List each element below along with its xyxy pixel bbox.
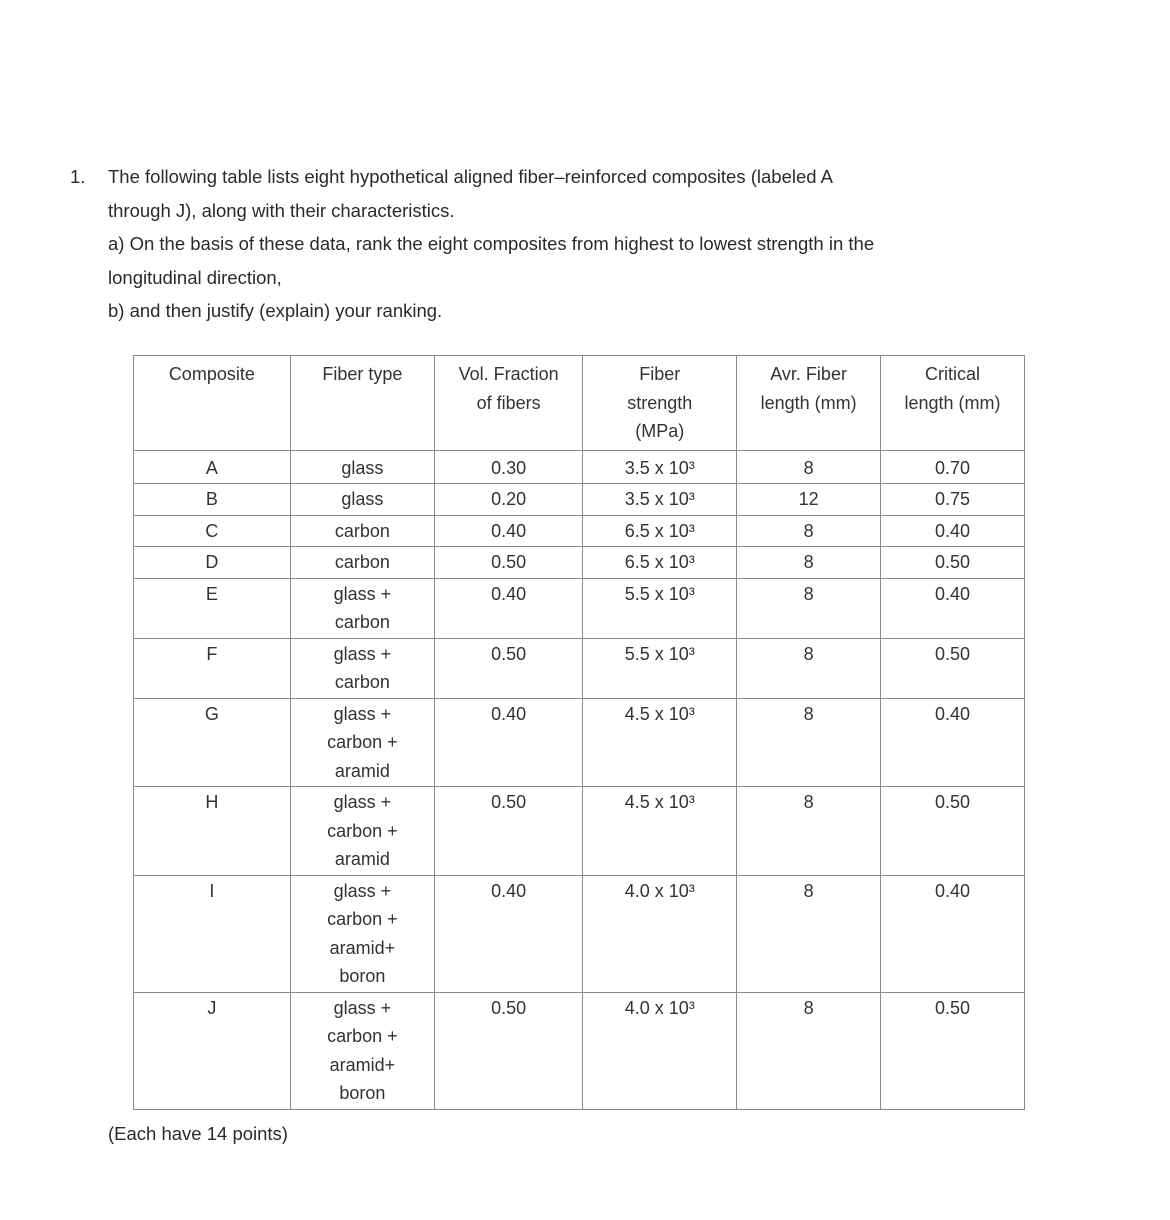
cell-fiber-type — [290, 638, 434, 698]
cell-avg-fiber-length: 12 — [737, 484, 881, 516]
cell-fiber-type — [290, 484, 434, 516]
cell-composite: D — [134, 547, 291, 579]
fiber-type-line: carbon + — [327, 1026, 398, 1046]
cell-vol-fraction: 0.40 — [435, 515, 583, 547]
cell-avg-fiber-length: 8 — [737, 547, 881, 579]
question-line: a) On the basis of these data, rank the eight composites from highest to lowest strength in the — [108, 233, 875, 254]
cell-vol-fraction: 0.50 — [435, 992, 583, 1109]
fiber-type-line: carbon — [334, 552, 390, 572]
question-line: longitudinal direction, — [108, 266, 282, 288]
cell-avg-fiber-length: 8 — [737, 638, 881, 698]
fiber-type-line: aramid — [334, 760, 390, 781]
cell-critical-length: 0.50 — [880, 992, 1024, 1109]
fiber-type-line: carbon + — [327, 732, 398, 752]
composites-table — [133, 355, 1025, 1110]
table-row — [134, 875, 1025, 992]
cell-vol-fraction: 0.50 — [435, 787, 583, 876]
question-line: b) and then justify (explain) your ranking. — [108, 300, 443, 321]
cell-critical-length: 0.75 — [880, 484, 1024, 516]
cell-fiber-type — [290, 450, 434, 484]
fiber-type-line: glass + — [333, 703, 392, 724]
cell-fiber-type — [290, 787, 434, 876]
cell-composite: J — [134, 992, 291, 1109]
cell-vol-fraction: 0.30 — [435, 450, 583, 484]
table-row — [134, 787, 1025, 876]
cell-critical-length: 0.50 — [880, 638, 1024, 698]
cell-fiber-strength: 5.5 x 10³ — [583, 578, 737, 638]
cell-composite: E — [134, 578, 291, 638]
cell-fiber-type — [290, 875, 434, 992]
cell-fiber-strength: 4.5 x 10³ — [583, 787, 737, 876]
fiber-type-line: aramid+ — [329, 1054, 396, 1075]
cell-vol-fraction: 0.40 — [435, 698, 583, 787]
cell-critical-length: 0.40 — [880, 578, 1024, 638]
points-note: (Each have 14 points) — [108, 1123, 288, 1144]
question-block — [70, 160, 1030, 328]
cell-fiber-strength: 3.5 x 10³ — [583, 484, 737, 516]
cell-avg-fiber-length: 8 — [737, 787, 881, 876]
cell-critical-length: 0.50 — [880, 787, 1024, 876]
fiber-type-line: glass + — [333, 583, 392, 604]
cell-fiber-type — [290, 992, 434, 1109]
cell-composite: I — [134, 875, 291, 992]
cell-composite: F — [134, 638, 291, 698]
cell-vol-fraction: 0.40 — [435, 578, 583, 638]
cell-fiber-strength: 4.0 x 10³ — [583, 992, 737, 1109]
cell-fiber-type — [290, 698, 434, 787]
cell-fiber-strength: 5.5 x 10³ — [583, 638, 737, 698]
fiber-type-line: glass — [341, 457, 384, 478]
table-row — [134, 638, 1025, 698]
header-critical-length: Critical length (mm) — [880, 356, 1024, 451]
fiber-type-line: carbon — [334, 672, 390, 692]
fiber-type-line: carbon + — [327, 909, 398, 929]
header-fiber-type: Fiber type — [290, 356, 434, 451]
table-row — [134, 698, 1025, 787]
cell-critical-length: 0.40 — [880, 698, 1024, 787]
table-row — [134, 992, 1025, 1109]
table-row — [134, 515, 1025, 547]
fiber-type-line: boron — [339, 966, 386, 986]
fiber-type-line: carbon — [334, 612, 390, 632]
cell-fiber-strength: 3.5 x 10³ — [583, 450, 737, 484]
cell-fiber-strength: 6.5 x 10³ — [583, 547, 737, 579]
fiber-type-line: boron — [339, 1083, 386, 1103]
cell-composite: G — [134, 698, 291, 787]
header-vol-fraction: Vol. Fraction of fibers — [435, 356, 583, 451]
fiber-type-line: glass + — [333, 997, 392, 1018]
table-row — [134, 578, 1025, 638]
cell-composite: C — [134, 515, 291, 547]
cell-avg-fiber-length: 8 — [737, 515, 881, 547]
header-avg-fiber-length: Avr. Fiber length (mm) — [737, 356, 881, 451]
fiber-type-line: carbon + — [327, 820, 398, 841]
table-row — [134, 450, 1025, 484]
cell-avg-fiber-length: 8 — [737, 578, 881, 638]
header-fiber-strength: Fiber strength (MPa) — [583, 356, 737, 451]
cell-fiber-type — [290, 547, 434, 579]
fiber-type-line: glass + — [333, 880, 392, 901]
fiber-type-line: aramid — [334, 849, 390, 869]
fiber-type-line: carbon — [334, 520, 390, 541]
cell-vol-fraction: 0.50 — [435, 638, 583, 698]
header-composite: Composite — [134, 356, 291, 451]
cell-vol-fraction: 0.40 — [435, 875, 583, 992]
cell-critical-length: 0.40 — [880, 875, 1024, 992]
fiber-type-line: glass — [341, 489, 384, 509]
cell-avg-fiber-length: 8 — [737, 875, 881, 992]
cell-fiber-strength: 4.0 x 10³ — [583, 875, 737, 992]
table-body — [134, 450, 1025, 1109]
cell-fiber-type — [290, 578, 434, 638]
cell-critical-length: 0.40 — [880, 515, 1024, 547]
cell-vol-fraction: 0.50 — [435, 547, 583, 579]
table-row — [134, 547, 1025, 579]
cell-avg-fiber-length: 8 — [737, 450, 881, 484]
cell-composite: H — [134, 787, 291, 876]
fiber-type-line: glass + — [333, 792, 392, 812]
cell-avg-fiber-length: 8 — [737, 698, 881, 787]
cell-composite: B — [134, 484, 291, 516]
table-header-row — [134, 356, 1025, 451]
question-text — [108, 160, 1030, 328]
fiber-type-line: aramid+ — [329, 937, 396, 958]
cell-critical-length: 0.70 — [880, 450, 1024, 484]
cell-fiber-type — [290, 515, 434, 547]
cell-fiber-strength: 4.5 x 10³ — [583, 698, 737, 787]
fiber-type-line: glass + — [333, 643, 392, 664]
cell-critical-length: 0.50 — [880, 547, 1024, 579]
cell-vol-fraction: 0.20 — [435, 484, 583, 516]
cell-avg-fiber-length: 8 — [737, 992, 881, 1109]
table-row — [134, 484, 1025, 516]
question-line: through J), along with their characteristics. — [108, 199, 455, 221]
question-number: 1. — [70, 166, 86, 187]
cell-composite: A — [134, 450, 291, 484]
cell-fiber-strength: 6.5 x 10³ — [583, 515, 737, 547]
question-line: The following table lists eight hypothetical aligned fiber–reinforced composites (labeled A — [108, 166, 834, 187]
